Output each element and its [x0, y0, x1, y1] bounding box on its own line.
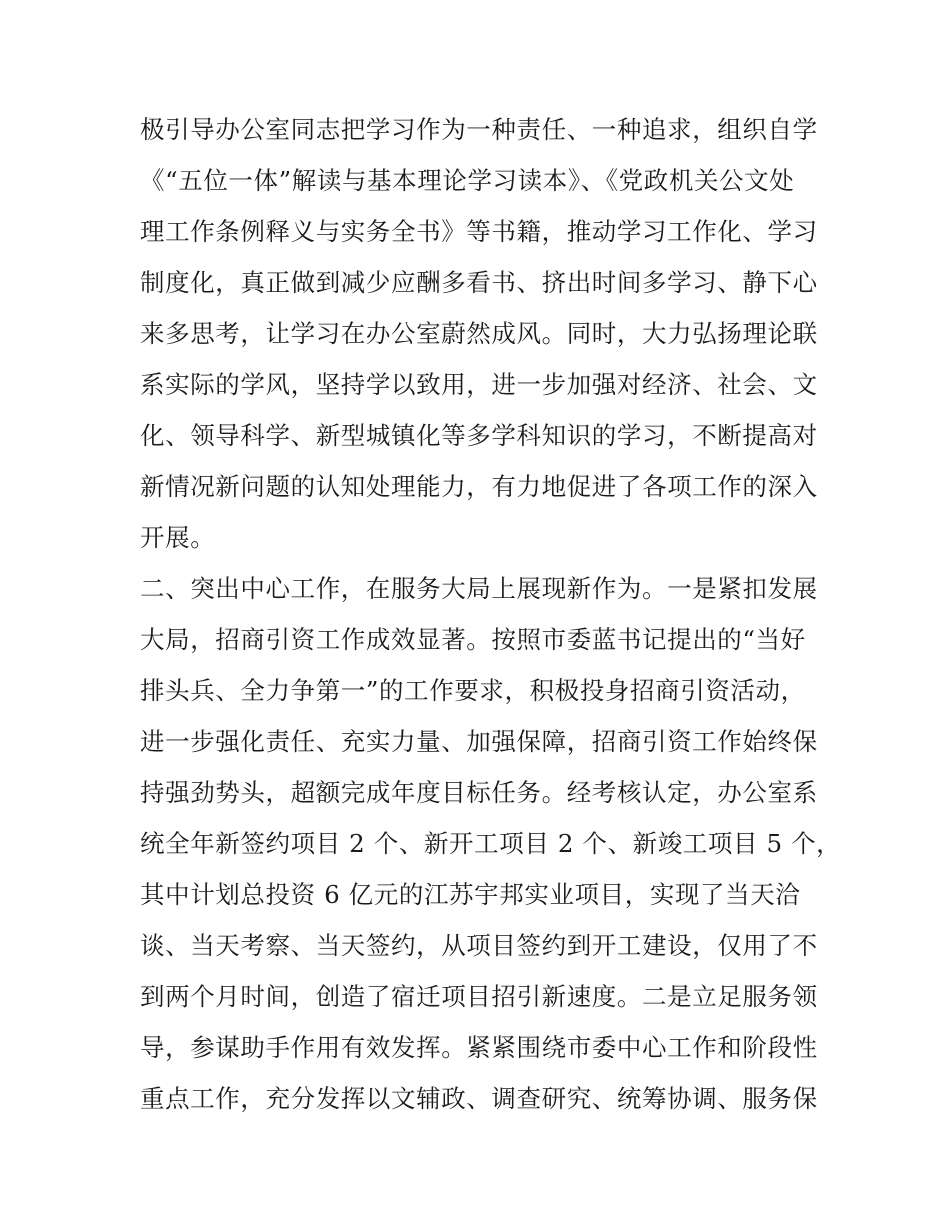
text-line: 极引导办公室同志把学习作为一种责任、一种追求，组织自学: [140, 115, 818, 144]
text-line: 其中计划总投资 6 亿元的江苏宇邦实业项目，实现了当天洽: [140, 880, 801, 909]
text-line: 统全年新签约项目 2 个、新开工项目 2 个、新竣工项目 5 个，: [140, 829, 842, 858]
text-line: 二、突出中心工作，在服务大局上展现新作为。一是紧扣发展: [140, 574, 818, 603]
text-line: 开展。: [140, 523, 216, 552]
text-line: 排头兵、全力争第一”的工作要求，积极投身招商引资活动，: [140, 676, 806, 705]
text-line: 重点工作，充分发挥以文辅政、调查研究、统筹协调、服务保: [140, 1084, 818, 1113]
text-line: 进一步强化责任、充实力量、加强保障，招商引资工作始终保: [140, 727, 818, 756]
text-line: 持强劲势头，超额完成年度目标任务。经考核认定，办公室系: [140, 778, 818, 807]
text-line: 化、领导科学、新型城镇化等多学科知识的学习，不断提高对: [140, 421, 818, 450]
text-line: 新情况新问题的认知处理能力，有力地促进了各项工作的深入: [140, 472, 818, 501]
text-line: 系实际的学风，坚持学以致用，进一步加强对经济、社会、文: [140, 370, 818, 399]
text-line: 导，参谋助手作用有效发挥。紧紧围绕市委中心工作和阶段性: [140, 1033, 818, 1062]
text-line: 大局，招商引资工作成效显著。按照市委蓝书记提出的“当好: [140, 625, 806, 654]
text-line: 到两个月时间，创造了宿迁项目招引新速度。二是立足服务领: [140, 982, 818, 1011]
text-line: 谈、当天考察、当天签约，从项目签约到开工建设，仅用了不: [140, 931, 818, 960]
text-line: 《“五位一体”解读与基本理论学习读本》、《党政机关公文处: [140, 166, 795, 195]
text-line: 来多思考，让学习在办公室蔚然成风。同时，大力弘扬理论联: [140, 319, 818, 348]
text-line: 理工作条例释义与实务全书》等书籍，推动学习工作化、学习: [140, 217, 818, 246]
text-line: 制度化，真正做到减少应酬多看书、挤出时间多学习、静下心: [140, 268, 818, 297]
